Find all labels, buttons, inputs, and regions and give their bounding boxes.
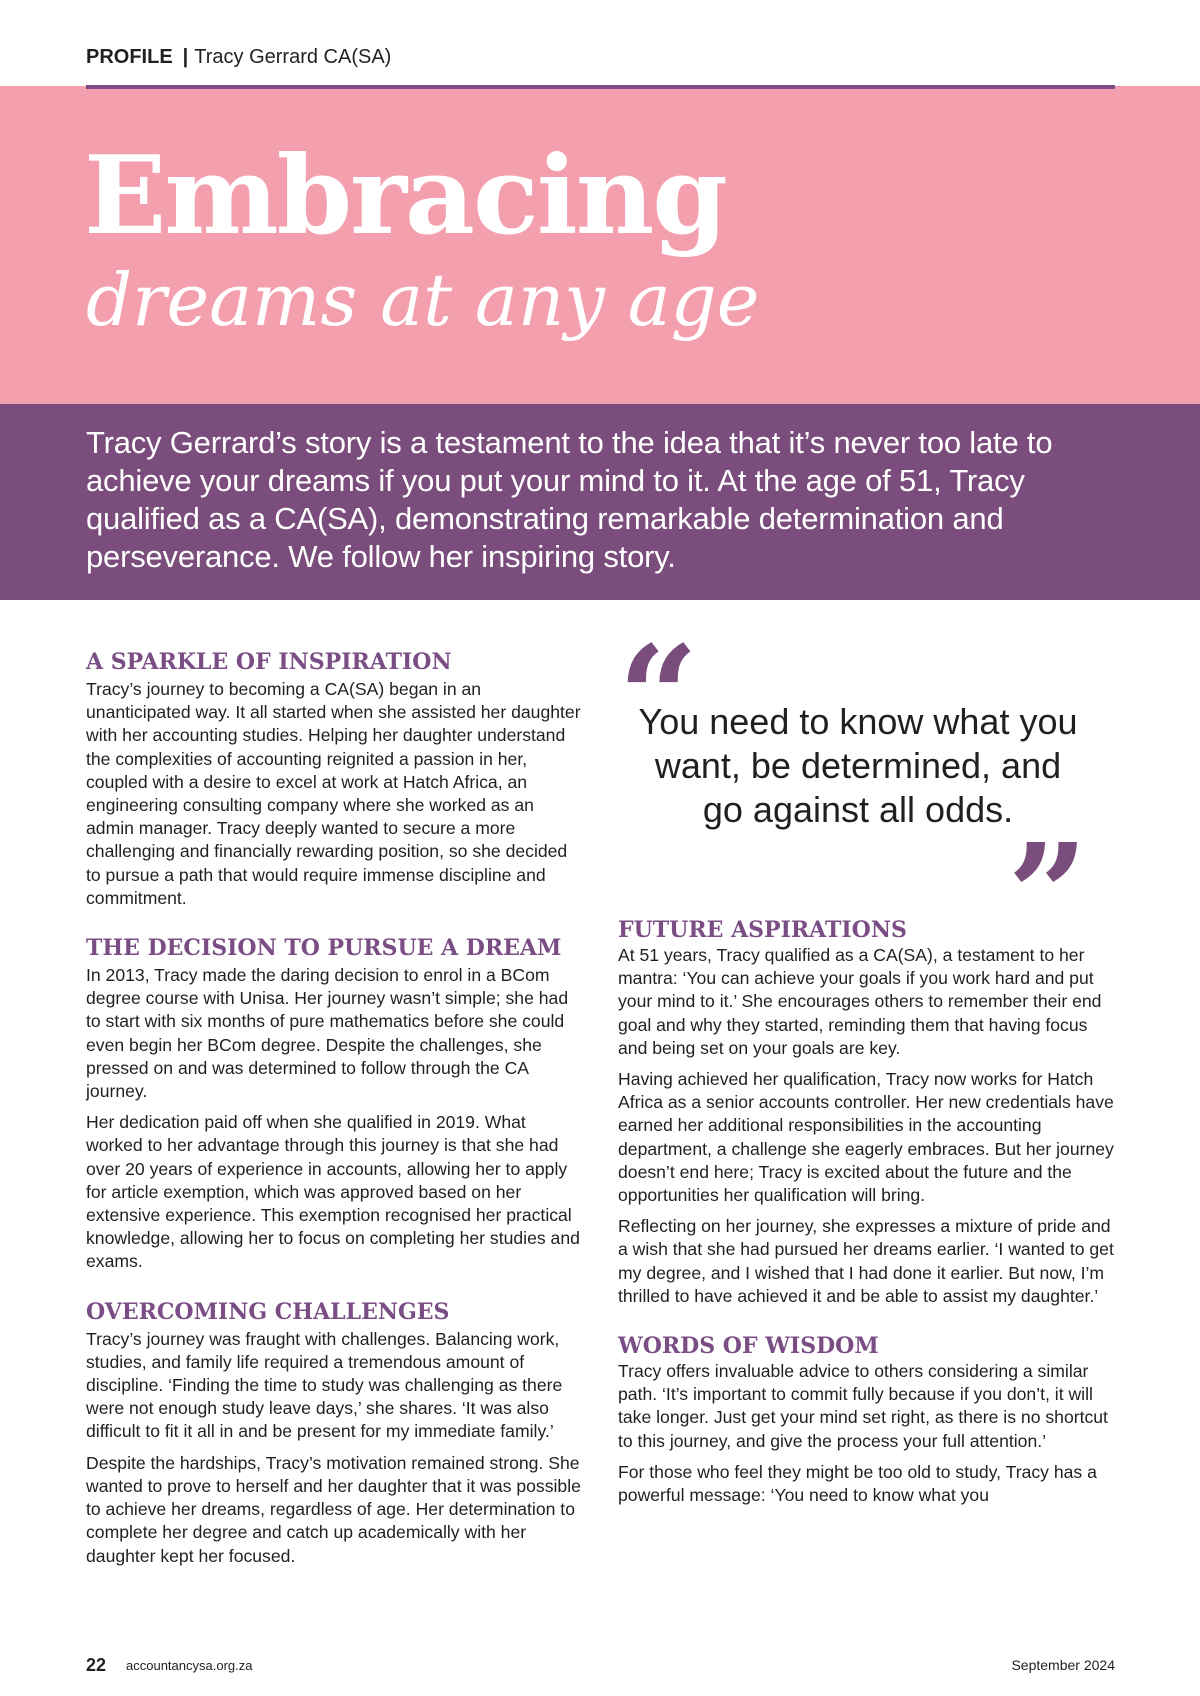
section-kicker: PROFILE <box>86 46 173 68</box>
profile-subject: Tracy Gerrard CA(SA) <box>194 46 392 68</box>
lead-banner <box>0 404 1200 600</box>
article-subtitle: dreams at any age <box>86 258 760 342</box>
body-paragraph: In 2013, Tracy made the daring decision to enrol in a BCom degree course with Unisa. Her journey wasn’t simple; she had to start with six months of pure mathematics before she could even begin her BCom degree. Despite the challenges, she pressed on and was determined to follow through the CA journey. <box>86 965 569 1102</box>
body-paragraph: For those who feel they might be too old to study, Tracy has a powerful message: ‘You need to know what you <box>618 1461 1097 1506</box>
hero-banner <box>0 86 1200 404</box>
section-heading: FUTURE ASPIRATIONS <box>618 917 907 943</box>
lead-paragraph: Tracy Gerrard’s story is a testament to the idea that it’s never too late to achieve your dreams if you put your mind to it. At the age of 51, Tracy qualified as a CA(SA), demonstrating remarkable determination and perseverance. We follow her inspiring story. <box>86 425 1053 574</box>
footer-website: accountancysa.org.za <box>126 1658 253 1673</box>
close-quote-icon: ” <box>1007 814 1088 978</box>
section-heading: THE DECISION TO PURSUE A DREAM <box>86 935 562 962</box>
issue-date: September 2024 <box>1011 1657 1115 1673</box>
left-column <box>86 648 586 1576</box>
body-paragraph: Having achieved her qualification, Tracy now works for Hatch Africa as a senior accounts controller. Her new credentials have earned her additional responsibilities in the accounting department, a challenge she eagerly embraces. But her journey doesn’t end here; Tracy is excited about the future and the opportunities her qualification will bring. <box>618 1069 1114 1206</box>
body-paragraph: Tracy’s journey was fraught with challenges. Balancing work, studies, and family life required a tremendous amount of discipline. ‘Finding the time to study was challenging as there were not enough study leave days,’ she shares. ‘It was also difficult to fit it all in and be present for my immediate family.’ <box>86 1328 563 1442</box>
section-label <box>86 46 391 69</box>
page-number: 22 <box>86 1655 107 1675</box>
article-title: Embracing <box>84 133 726 259</box>
body-paragraph: Her dedication paid off when she qualified in 2019. What worked to her advantage through this journey is that she had over 20 years of experience in accounts, allowing her to apply for article exemption, which was approved based on her extensive experience. This exemption recognised her practical knowledge, allowing her to focus on completing her studies and exams. <box>86 1112 580 1272</box>
open-quote-icon: “ <box>618 616 699 780</box>
body-paragraph: Despite the hardships, Tracy’s motivation remained strong. She wanted to prove to herself and her daughter that it was possible to achieve her dreams, regardless of age. Her determination to complete her degree and catch up academically with her daughter kept her focused. <box>86 1452 581 1566</box>
body-paragraph: Reflecting on her journey, she expresses a mixture of pride and a wish that she had pursued her dreams earlier. ‘I wanted to get my degree, and I wished that I had done it earlier. But now, I’m thrilled to have achieved it and be able to assist my daughter.’ <box>618 1216 1114 1306</box>
right-column <box>618 916 1118 1515</box>
section-heading: A SPARKLE OF INSPIRATION <box>86 649 452 675</box>
header-rule <box>86 85 1115 89</box>
section-separator: | <box>182 46 189 68</box>
body-paragraph: Tracy offers invaluable advice to others considering a similar path. ‘It’s important to commit fully because if you don’t, it will take longer. Just get your mind set right, as there is no shortcut to this journey, and give the process your full attention.’ <box>618 1361 1108 1451</box>
body-paragraph: At 51 years, Tracy qualified as a CA(SA), a testament to her mantra: ‘You can achieve your goals if you work hard and put your mind to it.’ She encourages others to remember their end goal and why they started, reminding them that having focus and being set on your goals are key. <box>618 945 1102 1058</box>
body-paragraph: Tracy’s journey to becoming a CA(SA) began in an unanticipated way. It all started when she assisted her daughter with her accounting studies. Helping her daughter understand the complexities of accounting reignited a passion in her, coupled with a desire to excel at work at Hatch Africa, an engineering consulting company where she worked as an admin manager. Tracy deeply wanted to secure a more challenging and financially rewarding position, so she decided to pursue a path that would require immense discipline and commitment. <box>86 679 581 908</box>
section-heading: WORDS OF WISDOM <box>618 1333 879 1360</box>
pull-quote-text: You need to know what you want, be determined, and go against all odds. <box>638 701 1078 830</box>
section-heading: OVERCOMING CHALLENGES <box>86 1298 450 1325</box>
